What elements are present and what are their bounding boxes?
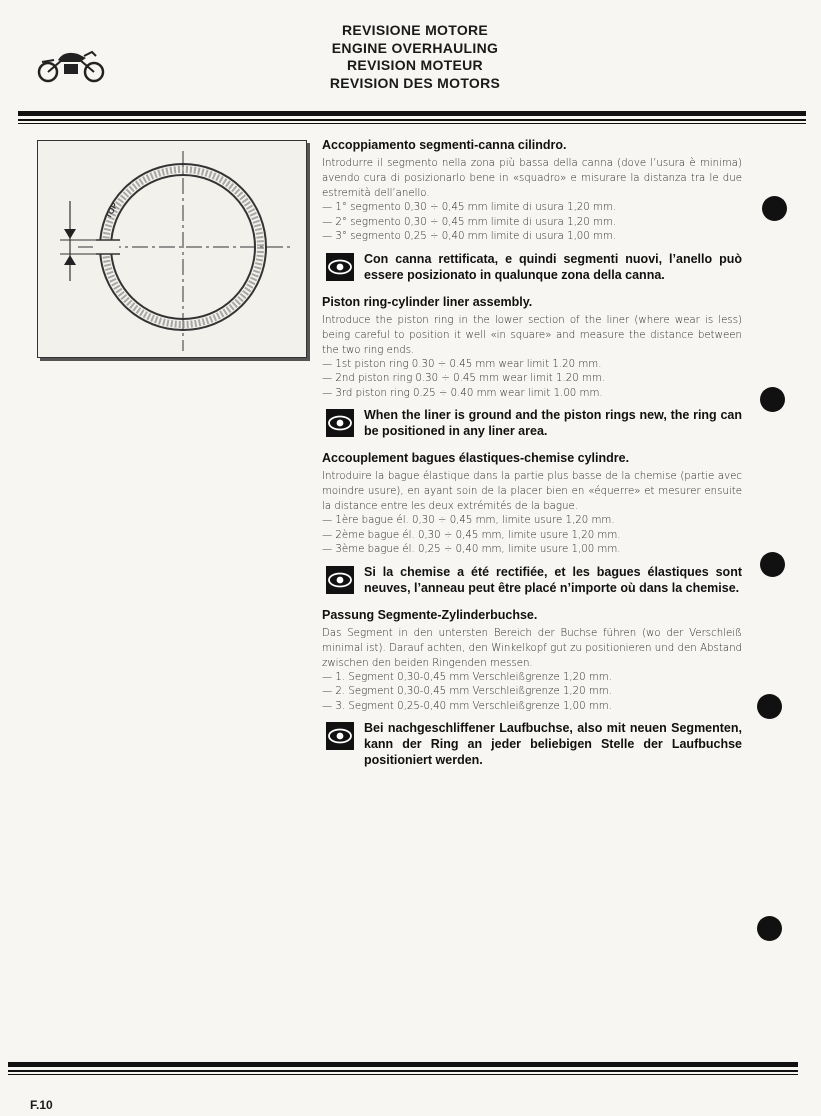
eye-icon xyxy=(326,566,354,594)
binder-hole xyxy=(760,387,785,412)
eye-icon xyxy=(326,253,354,281)
binder-hole xyxy=(757,916,782,941)
section-paragraph: Das Segment in den untersten Bereich der Buchse führen (wo der Verschleiß minimal ist). Darauf achten, den Winkelkopf gut zu positionieren und den Abstand zwischen den beiden Ringenden messen. xyxy=(322,627,742,669)
section-title: Accoppiamento segmenti-canna cilindro. xyxy=(322,138,567,152)
note-text: Con canna rettificata, e quindi segmenti nuovi, l’anello può essere posizionato in qualunque zona della canna. xyxy=(364,251,742,282)
header-title-it: REVISIONE MOTORE xyxy=(341,22,489,38)
spec-item: — 1° segmento 0,30 ÷ 0,45 mm limite di usura 1,20 mm. xyxy=(322,202,617,213)
spec-list xyxy=(322,358,742,402)
spec-list xyxy=(322,201,742,245)
section-french xyxy=(322,451,742,596)
binder-hole xyxy=(762,196,787,221)
section-paragraph: Introduire la bague élastique dans la partie plus basse de la chemise (partie avec moindre usure), en ayant soin de la placer bien en «équerre» et mesurer ensuite la distance entre les deux extrémités de la bague. xyxy=(322,471,742,512)
spec-item: — 3° segmento 0,25 ÷ 0,40 mm limite di usura 1,00 mm. xyxy=(322,231,617,242)
spec-item: — 1ère bague él. 0,30 ÷ 0,45 mm, limite usure 1,20 mm. xyxy=(322,515,615,526)
section-title: Accouplement bagues élastiques-chemise cylindre. xyxy=(322,451,630,465)
page-header-titles xyxy=(290,22,540,92)
eye-icon xyxy=(326,409,354,437)
section-paragraph: Introdurre il segmento nella zona più bassa della canna (dove l’usura è minima) avendo cura di posizionarlo bene in «squadro» e misurare la distanza tra le due estremità dell’anello. xyxy=(322,158,742,199)
note-text: Si la chemise a été rectifiée, et les bagues élastiques sont neuves, l’anneau peut être placé n’importe où dans la chemise. xyxy=(364,564,742,595)
section-german xyxy=(322,608,742,769)
section-title: Passung Segmente-Zylinderbuchse. xyxy=(322,607,538,622)
header-title-de: REVISION DES MOTORS xyxy=(329,74,501,91)
motorcycle-logo-icon xyxy=(34,48,106,88)
binder-hole xyxy=(760,552,785,577)
spec-item: — 2° segmento 0,30 ÷ 0,45 mm limite di usura 1,20 mm. xyxy=(322,216,617,228)
header-title-en: ENGINE OVERHAULING xyxy=(331,39,499,56)
eye-icon xyxy=(326,722,354,750)
note-block xyxy=(322,251,742,283)
section-italian xyxy=(322,138,742,283)
spec-item: — 3rd piston ring 0.25 ÷ 0.40 mm wear limit 1.00 mm. xyxy=(322,387,603,399)
note-block xyxy=(322,407,742,439)
binder-hole xyxy=(757,694,782,719)
section-english xyxy=(322,295,742,440)
footer-divider xyxy=(8,1062,798,1075)
instructions-content xyxy=(322,138,742,780)
header-title-fr: REVISION MOTEUR xyxy=(347,57,483,73)
page-number: F.10 xyxy=(30,1098,53,1112)
spec-item: — 3ème bague él. 0,25 ÷ 0,40 mm, limite usure 1,00 mm. xyxy=(322,544,621,555)
spec-item: — 1. Segment 0,30-0,45 mm Verschleißgrenze 1,20 mm. xyxy=(322,671,612,683)
spec-list xyxy=(322,671,742,715)
spec-item: — 2ème bague él. 0,30 ÷ 0,45 mm, limite usure 1,20 mm. xyxy=(322,529,621,541)
spec-list xyxy=(322,514,742,558)
spec-item: — 3. Segment 0,25-0,40 mm Verschleißgrenze 1,00 mm. xyxy=(322,700,612,712)
note-text: Bei nachgeschliffener Laufbuchse, also mit neuen Segmenten, kann der Ring an jeder beliebigen Stelle der Laufbuchse positioniert werden. xyxy=(364,721,742,767)
section-title: Piston ring-cylinder liner assembly. xyxy=(322,294,533,309)
piston-ring-diagram xyxy=(38,141,306,357)
note-block xyxy=(322,564,742,596)
piston-ring-figure xyxy=(37,140,307,358)
header-divider xyxy=(18,111,806,124)
note-block xyxy=(322,720,742,768)
spec-item: — 2nd piston ring 0.30 ÷ 0.45 mm wear limit 1.20 mm. xyxy=(322,373,606,384)
ring-top-label: TOP xyxy=(103,201,120,220)
spec-item: — 2. Segment 0,30-0,45 mm Verschleißgrenze 1,20 mm. xyxy=(322,686,612,697)
spec-item: — 1st piston ring 0.30 ÷ 0.45 mm wear limit 1.20 mm. xyxy=(322,358,602,370)
note-text: When the liner is ground and the piston rings new, the ring can be positioned in any liner area. xyxy=(364,408,742,438)
section-paragraph: Introduce the piston ring in the lower section of the liner (where wear is less) being careful to position it well «in square» and measure the distance between the two ring ends. xyxy=(322,314,742,356)
